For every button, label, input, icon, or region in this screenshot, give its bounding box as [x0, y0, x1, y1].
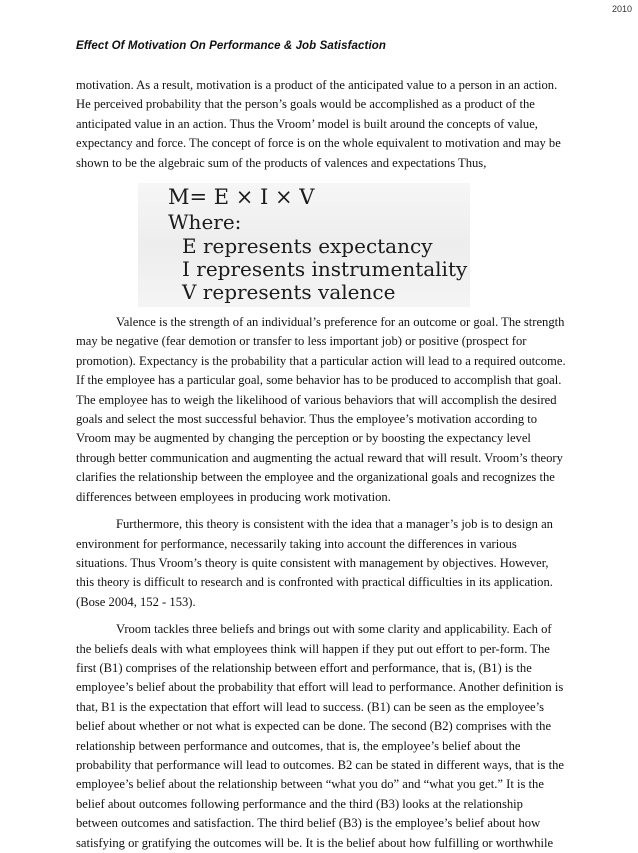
page-number: 2010 — [611, 4, 632, 14]
formula-image — [138, 183, 470, 307]
paragraph-4: Vroom tackles three beliefs and brings out with some clarity and applicability. Each of the beliefs deals with what employees think will happen if they put out effort to per-form. The first (B1) comprises of the relationship between effort and performance, that is, (B1) is the employee’s belief about the probability that effort will lead to performance. Another definition is that, B1 is the expectation that effort will lead to success. (B1) can be seen as the employee’s belief about whether or not what is expected can be done. The second (B2) comprises with the relationship between performance and outcomes, that is, the employee’s belief about the probability that performance will lead to outcomes. B2 can be stated in different ways, that is the employee’s belief about the relationship between “what you do” and “what you get.” It is the belief about outcomes following performance and the third (B3) looks at the relationship between outcomes and satisfaction. The third belief (B3) is the employee’s belief about how satisfying or gratifying the outcomes will be. It is the belief about how fulfilling or worthwhile — [76, 622, 564, 850]
formula-equation: M= E × I × V — [168, 185, 315, 210]
document-body — [76, 76, 568, 853]
paragraph-1: motivation. As a result, motivation is a product of the anticipated value to a person in an action. He perceived probability that the person’s goals would be accomplished as a product of the anticipated value in an action. Thus the Vroom’ model is built around the concepts of value, expectancy and force. The concept of force is on the whole equivalent to motivation and may be shown to be the algebraic sum of the products of valences and expectations Thus, — [76, 78, 561, 170]
formula-where: Where: — [168, 210, 242, 235]
formula-valence: V represents valence — [182, 280, 396, 305]
running-header: Effect Of Motivation On Performance & Job Satisfaction — [76, 40, 386, 52]
paragraph-3: Furthermore, this theory is consistent with the idea that a manager’s job is to design an environment for performance, necessarily taking into account the differences in various situations. Thus Vroom’s theory is quite consistent with management by objectives. However, this theory is difficult to research and is confronted with practical difficulties in its application. (Bose 2004, 152 - 153). — [76, 517, 553, 609]
formula-expectancy: E represents expectancy — [182, 234, 433, 259]
paragraph-2: Valence is the strength of an individual’s preference for an outcome or goal. The strength may be negative (fear demotion or transfer to less important job) or positive (prospect for promotion). Expectancy is the probability that a particular action will lead to a required outcome. If the employee has a particular goal, some behavior has to be produced to accomplish that goal. The employee has to weigh the likelihood of various behaviors that will accomplish the desired goals and select the most successful behavior. Thus the employee’s motivation according to Vroom may be augmented by changing the perception or by boosting the expectancy level through better communication and augmenting the actual reward that will result. Vroom’s theory clarifies the relationship between the employee and the organizational goals and recognizes the differences between employees in producing work motivation. — [76, 315, 566, 504]
formula-instrumentality: I represents instrumentality — [182, 257, 468, 282]
